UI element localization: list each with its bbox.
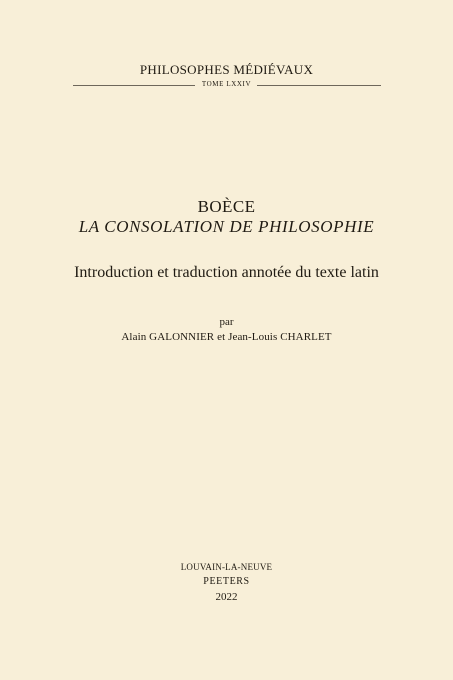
imprint-year: 2022 [215, 591, 238, 603]
rule-right [257, 85, 381, 86]
series-tome: TOME LXXIV [201, 80, 252, 88]
imprint-publisher: PEETERS [203, 576, 250, 587]
book-subtitle: Introduction et traduction annotée du texte latin [74, 264, 379, 281]
imprint-place: LOUVAIN-LA-NEUVE [180, 562, 273, 572]
book-author: BOÈCE [197, 197, 256, 216]
credit-par: par [219, 316, 234, 328]
book-title: LA CONSOLATION DE PHILOSOPHIE [78, 217, 375, 236]
series-name: PHILOSOPHES MÉDIÉVAUX [139, 62, 314, 77]
series-rule [0, 81, 453, 93]
credit-authors: Alain GALONNIER et Jean-Louis CHARLET [121, 331, 332, 343]
